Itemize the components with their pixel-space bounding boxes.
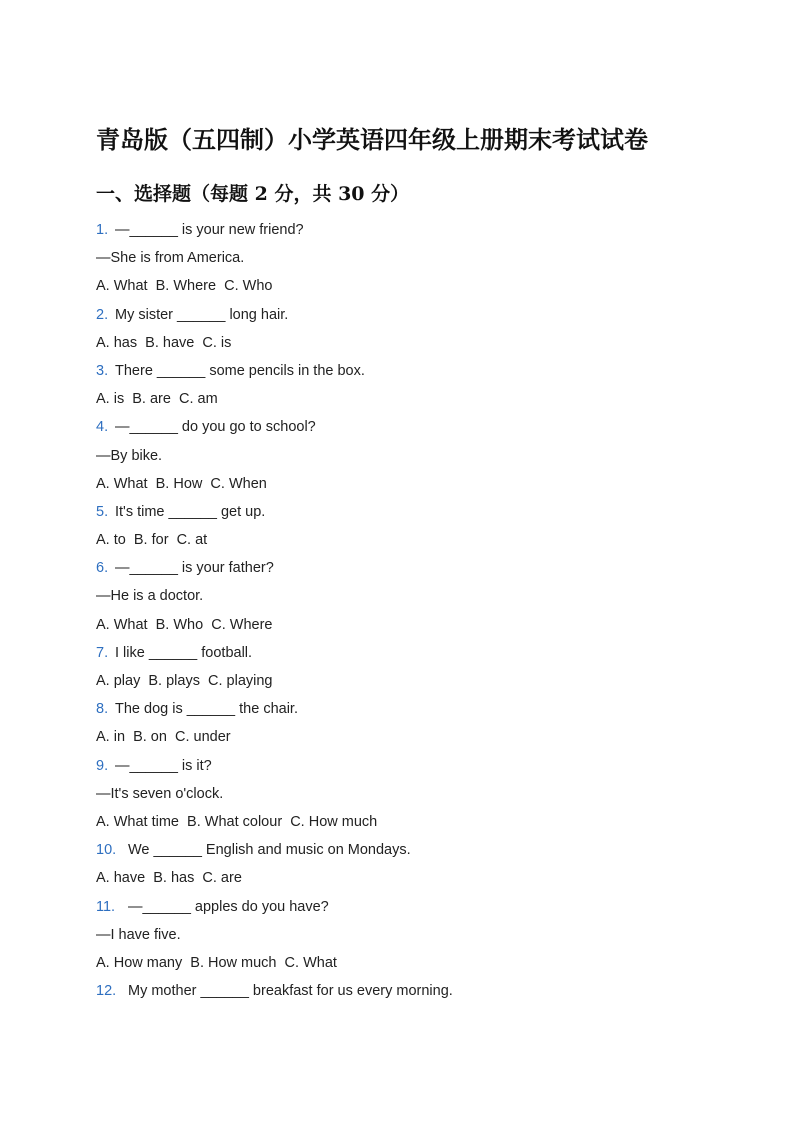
line-text: It's time ______ get up. — [115, 503, 266, 520]
exam-title: 青岛版（五四制）小学英语四年级上册期末考试试卷 — [96, 125, 648, 154]
line-text: —She is from America. — [96, 250, 245, 267]
answer-options — [96, 529, 756, 557]
question-number: 8. — [96, 701, 109, 718]
answer-options — [96, 670, 756, 698]
line-text: —______ do you go to school? — [115, 419, 316, 436]
line-text: —It's seven o'clock. — [96, 785, 224, 802]
line-text: We ______ English and music on Mondays. — [128, 842, 411, 859]
answer-options — [96, 726, 756, 754]
line-text: —By bike. — [96, 447, 163, 464]
answer-options — [96, 388, 756, 416]
answer-options — [96, 811, 756, 839]
line-text: My sister ______ long hair. — [115, 306, 289, 323]
dialogue-line — [96, 924, 756, 952]
question-number: 5. — [96, 503, 109, 520]
line-text: A. is B. are C. am — [96, 391, 218, 408]
line-text: My mother ______ breakfast for us every morning. — [128, 983, 453, 1000]
question-number: 3. — [96, 362, 109, 379]
section-heading: 一、选择题（每题 2 分，共 30 分） — [96, 183, 410, 205]
question-number: 7. — [96, 644, 109, 661]
line-text: —______ is it? — [115, 757, 212, 774]
dialogue-line — [96, 247, 756, 275]
question-line — [96, 557, 756, 585]
question-line — [96, 896, 756, 924]
question-number: 10. — [96, 842, 117, 859]
question-line — [96, 304, 756, 332]
line-text: —______ apples do you have? — [128, 898, 329, 915]
question-line — [96, 501, 756, 529]
question-line — [96, 416, 756, 444]
dialogue-line — [96, 585, 756, 613]
answer-options — [96, 473, 756, 501]
question-line — [96, 755, 756, 783]
line-text: A. has B. have C. is — [96, 334, 232, 351]
question-number: 12. — [96, 983, 117, 1000]
line-text: A. What time B. What colour C. How much — [96, 813, 378, 830]
question-line — [96, 698, 756, 726]
line-text: A. to B. for C. at — [96, 532, 208, 549]
answer-options — [96, 332, 756, 360]
dialogue-line — [96, 783, 756, 811]
line-text: A. play B. plays C. playing — [96, 673, 273, 689]
question-number: 4. — [96, 419, 109, 436]
question-number: 9. — [96, 757, 109, 774]
question-line — [96, 980, 756, 1008]
question-number: 11. — [96, 898, 116, 915]
line-text: A. What B. How C. When — [96, 475, 267, 492]
dialogue-line — [96, 445, 756, 473]
question-number: 1. — [96, 222, 109, 238]
line-text: —______ is your father? — [115, 560, 274, 577]
line-text: The dog is ______ the chair. — [115, 701, 298, 718]
answer-options — [96, 275, 756, 303]
line-text: A. have B. has C. are — [96, 870, 242, 887]
question-number: 6. — [96, 560, 109, 577]
line-text: I like ______ football. — [115, 644, 253, 661]
answer-options — [96, 952, 756, 980]
question-line — [96, 219, 756, 247]
line-text: A. What B. Who C. Where — [96, 616, 273, 633]
line-text: —______ is your new friend? — [115, 222, 304, 238]
question-line — [96, 839, 756, 867]
line-text: A. in B. on C. under — [96, 729, 231, 746]
line-text: There ______ some pencils in the box. — [115, 362, 365, 379]
answer-options — [96, 867, 756, 895]
question-number: 2. — [96, 306, 109, 323]
question-line — [96, 642, 756, 670]
answer-options — [96, 614, 756, 642]
line-text: A. How many B. How much C. What — [96, 954, 337, 971]
question-list — [96, 219, 756, 1008]
question-line — [96, 360, 756, 388]
line-text: A. What B. Where C. Who — [96, 278, 273, 295]
line-text: —I have five. — [96, 926, 181, 943]
line-text: —He is a doctor. — [96, 588, 204, 605]
